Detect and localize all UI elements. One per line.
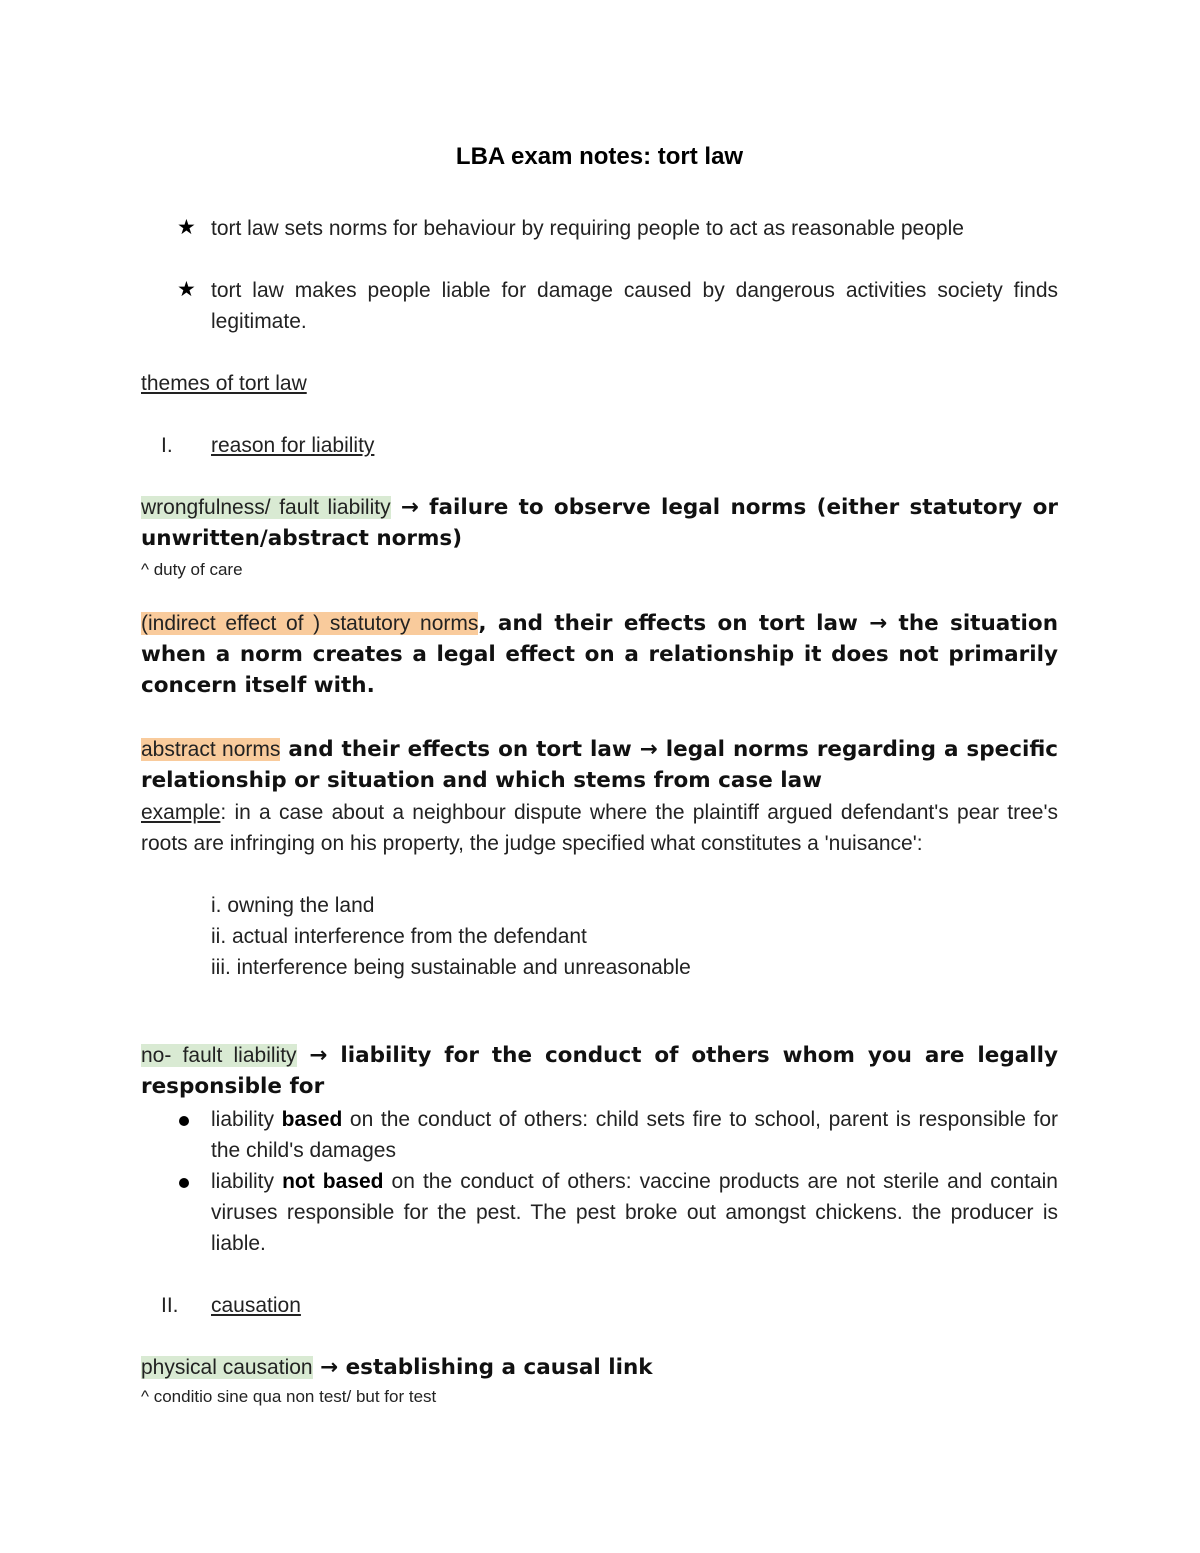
intro-bullet bbox=[141, 213, 1058, 244]
definition-text: , and their effects on tort law → the situation when a norm creates a legal effect on a relationship it does not primarily concern itself with. bbox=[141, 611, 1059, 698]
fault-note: ^ duty of care bbox=[141, 560, 243, 579]
abstract-norms-definition bbox=[141, 734, 1058, 796]
physical-note: ^ conditio sine qua non test/ but for test bbox=[141, 1387, 437, 1406]
fault-liability-definition bbox=[141, 492, 1058, 554]
text-pre: liability bbox=[211, 1170, 283, 1193]
intro-bullet-text: tort law makes people liable for damage caused by dangerous activities society finds legitimate. bbox=[211, 279, 1058, 333]
physical-causation-definition bbox=[141, 1352, 1058, 1383]
example-label: example bbox=[141, 801, 221, 824]
list-item bbox=[141, 1166, 1058, 1259]
intro-bullet bbox=[141, 275, 1058, 337]
document-title: LBA exam notes: tort law bbox=[455, 143, 744, 170]
list-item bbox=[141, 1104, 1058, 1166]
statutory-norms-definition bbox=[141, 608, 1058, 701]
nuisance-item: i. owning the land bbox=[211, 894, 375, 917]
example-paragraph bbox=[141, 797, 1058, 859]
example-text: : in a case about a neighbour dispute where the plaintiff argued defendant's pear tree's roots are infringing on his property, the judge specified what constitutes a 'nuisance': bbox=[141, 801, 1058, 855]
no-fault-liability-definition bbox=[141, 1040, 1058, 1102]
text-bold: based bbox=[281, 1108, 343, 1131]
section-numeral: II. bbox=[161, 1294, 179, 1317]
text-bold: not based bbox=[282, 1170, 384, 1193]
term-highlight: wrongfulness/ fault liability bbox=[141, 496, 391, 519]
intro-bullet-text: tort law sets norms for behaviour by requiring people to act as reasonable people bbox=[211, 217, 964, 240]
definition-text: → liability for the conduct of others whom you are legally responsible for bbox=[141, 1043, 1059, 1099]
term-highlight: (indirect effect of ) statutory norms bbox=[141, 612, 479, 635]
section-heading bbox=[141, 430, 1058, 461]
definition-text: → failure to observe legal norms (either statutory or unwritten/abstract norms) bbox=[141, 495, 1058, 551]
list-item-text bbox=[211, 1104, 1058, 1166]
definition-text: → establishing a causal link bbox=[312, 1355, 653, 1380]
definition-text: and their effects on tort law → legal norms regarding a specific relationship or situation and which stems from case law bbox=[141, 737, 1058, 793]
section-label: reason for liability bbox=[211, 434, 375, 457]
bullet-icon bbox=[179, 1178, 189, 1188]
text-post: on the conduct of others: vaccine products are not sterile and contain viruses responsible for the pest. The pest broke out amongst chickens. the producer is liable. bbox=[211, 1170, 1058, 1255]
text-post: on the conduct of others: child sets fire to school, parent is responsible for the child's damages bbox=[211, 1108, 1059, 1162]
themes-heading: themes of tort law bbox=[141, 372, 307, 395]
text-pre: liability bbox=[211, 1108, 282, 1131]
bullet-icon bbox=[179, 1116, 189, 1126]
list-item-text bbox=[211, 1166, 1058, 1259]
term-highlight: abstract norms bbox=[141, 738, 281, 761]
term-highlight: physical causation bbox=[141, 1356, 313, 1379]
star-icon: ★ bbox=[177, 278, 196, 301]
term-highlight: no- fault liability bbox=[141, 1044, 297, 1067]
nuisance-item: iii. interference being sustainable and unreasonable bbox=[211, 956, 691, 979]
section-numeral: I. bbox=[161, 434, 173, 457]
section-label: causation bbox=[211, 1294, 301, 1317]
nuisance-item: ii. actual interference from the defendant bbox=[211, 925, 587, 948]
star-icon: ★ bbox=[177, 216, 196, 239]
section-heading bbox=[141, 1290, 1058, 1321]
